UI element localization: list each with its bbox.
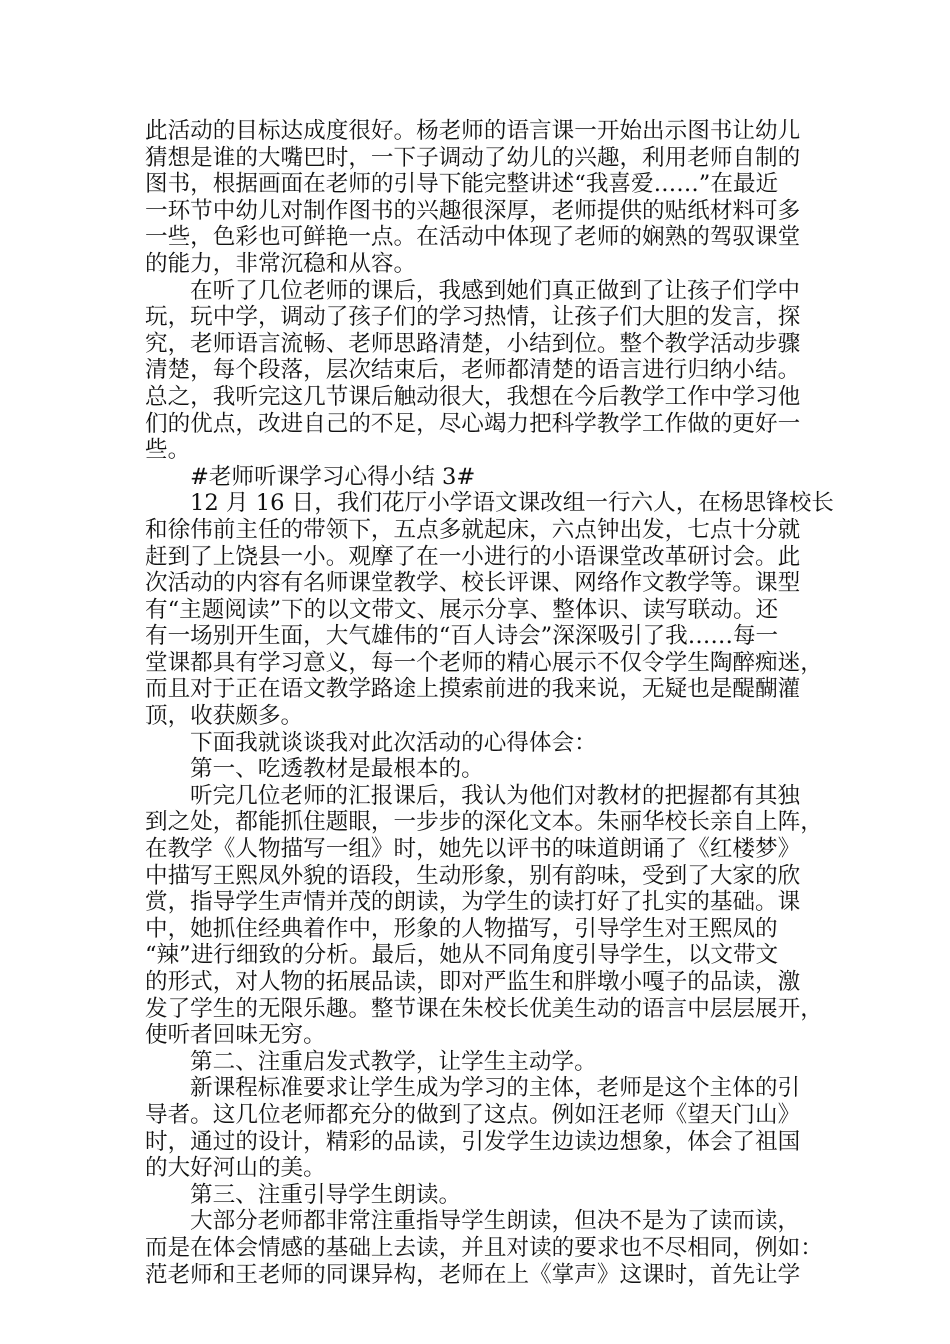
text-line: 们的优点，改进自己的不足，尽心竭力把科学教学工作做的更好一	[145, 410, 801, 437]
text-line: 此活动的目标达成度很好。杨老师的语言课一开始出示图书让幼儿	[145, 118, 801, 144]
text-line: 图书，根据画面在老师的引导下能完整讲述“我喜爱……”在最近	[145, 171, 779, 198]
text-line: 有“主题阅读”下的以文带文、展示分享、整体识、读写联动。还	[145, 596, 779, 623]
text-line: 总之，我听完这几节课后触动很大，我想在今后教学工作中学习他	[145, 383, 801, 410]
text-line: 发了学生的无限乐趣。整节课在朱校长优美生动的语言中层层展开，	[145, 995, 823, 1022]
point-heading: 第三、注重引导学生朗读。	[190, 1181, 462, 1208]
text-line: 顶，收获颇多。	[145, 703, 304, 730]
text-line: “辣”进行细致的分析。最后，她从不同角度引导学生，以文带文	[145, 942, 779, 969]
text-line: 堂课都具有学习意义，每一个老师的精心展示不仅令学生陶醉痴迷，	[145, 649, 823, 676]
text-line: 中描写王熙凤外貌的语段，生动形象，别有韵味，受到了大家的欣	[145, 862, 801, 889]
point-heading: 第一、吃透教材是最根本的。	[190, 756, 484, 783]
text-line: 中，她抓住经典着作中，形象的人物描写，引导学生对王熙凤的	[145, 915, 778, 942]
text-line: 些。	[145, 437, 191, 464]
text-line: 究，老师语言流畅、老师思路清楚，小结到位。整个教学活动步骤	[145, 330, 801, 357]
text-line: 新课程标准要求让学生成为学习的主体，老师是这个主体的引	[190, 1075, 801, 1102]
text-line: 赶到了上饶县一小。观摩了在一小进行的小语课堂改革研讨会。此	[145, 543, 801, 570]
point-heading: 第二、注重启发式教学，让学生主动学。	[190, 1048, 597, 1075]
text-line: 的能力，非常沉稳和从容。	[145, 250, 417, 277]
text-line: 到之处，都能抓住题眼，一步步的深化文本。朱丽华校长亲自上阵，	[145, 809, 823, 836]
document-body	[145, 118, 834, 1288]
text-line: 的大好河山的美。	[145, 1155, 326, 1182]
text-line: 一环节中幼儿对制作图书的兴趣很深厚，老师提供的贴纸材料可多	[145, 197, 801, 224]
text-line: 在教学《人物描写一组》时，她先以评书的味道朗诵了《红楼梦》	[145, 836, 801, 863]
text-line: 而且对于正在语文教学路途上摸索前进的我来说，无疑也是醍醐灌	[145, 676, 801, 703]
text-line: 次活动的内容有名师课堂教学、校长评课、网络作文教学等。课型	[145, 570, 801, 597]
text-line: 在听了几位老师的课后，我感到她们真正做到了让孩子们学中	[190, 277, 801, 304]
text-line: 下面我就谈谈我对此次活动的心得体会：	[190, 729, 597, 756]
section-heading: #老师听课学习心得小结 3#	[190, 463, 476, 490]
text-line: 12 月 16 日，我们花厅小学语文课改组一行六人，在杨思锋校长	[190, 490, 834, 517]
text-line: 而是在体会情感的基础上去读，并且对读的要求也不尽相同，例如：	[145, 1234, 823, 1261]
text-line: 一些，色彩也可鲜艳一点。在活动中体现了老师的娴熟的驾驭课堂	[145, 224, 801, 251]
text-line: 有一场别开生面，大气雄伟的“百人诗会”深深吸引了我……每一	[145, 623, 779, 650]
text-line: 范老师和王老师的同课异构，老师在上《掌声》这课时，首先让学	[145, 1261, 801, 1288]
text-line: 玩，玩中学，调动了孩子们的学习热情，让孩子们大胆的发言，探	[145, 304, 801, 331]
text-line: 赏，指导学生声情并茂的朗读，为学生的读打好了扎实的基础。课	[145, 889, 801, 916]
text-line: 的形式，对人物的拓展品读，即对严监生和胖墩小嘎子的品读，激	[145, 969, 801, 995]
text-line: 和徐伟前主任的带领下，五点多就起床，六点钟出发，七点十分就	[145, 516, 801, 543]
text-line: 听完几位老师的汇报课后，我认为他们对教材的把握都有其独	[190, 782, 801, 809]
text-line: 大部分老师都非常注重指导学生朗读，但决不是为了读而读，	[190, 1208, 801, 1235]
text-line: 使听者回味无穷。	[145, 1022, 326, 1049]
text-line: 时，通过的设计，精彩的品读，引发学生边读边想象，体会了祖国	[145, 1128, 801, 1155]
text-line: 导者。这几位老师都充分的做到了这点。例如汪老师《望天门山》	[145, 1101, 801, 1128]
text-line: 猜想是谁的大嘴巴时，一下子调动了幼儿的兴趣，利用老师自制的	[145, 144, 801, 171]
text-line: 清楚，每个段落，层次结束后，老师都清楚的语言进行归纳小结。	[145, 357, 801, 384]
